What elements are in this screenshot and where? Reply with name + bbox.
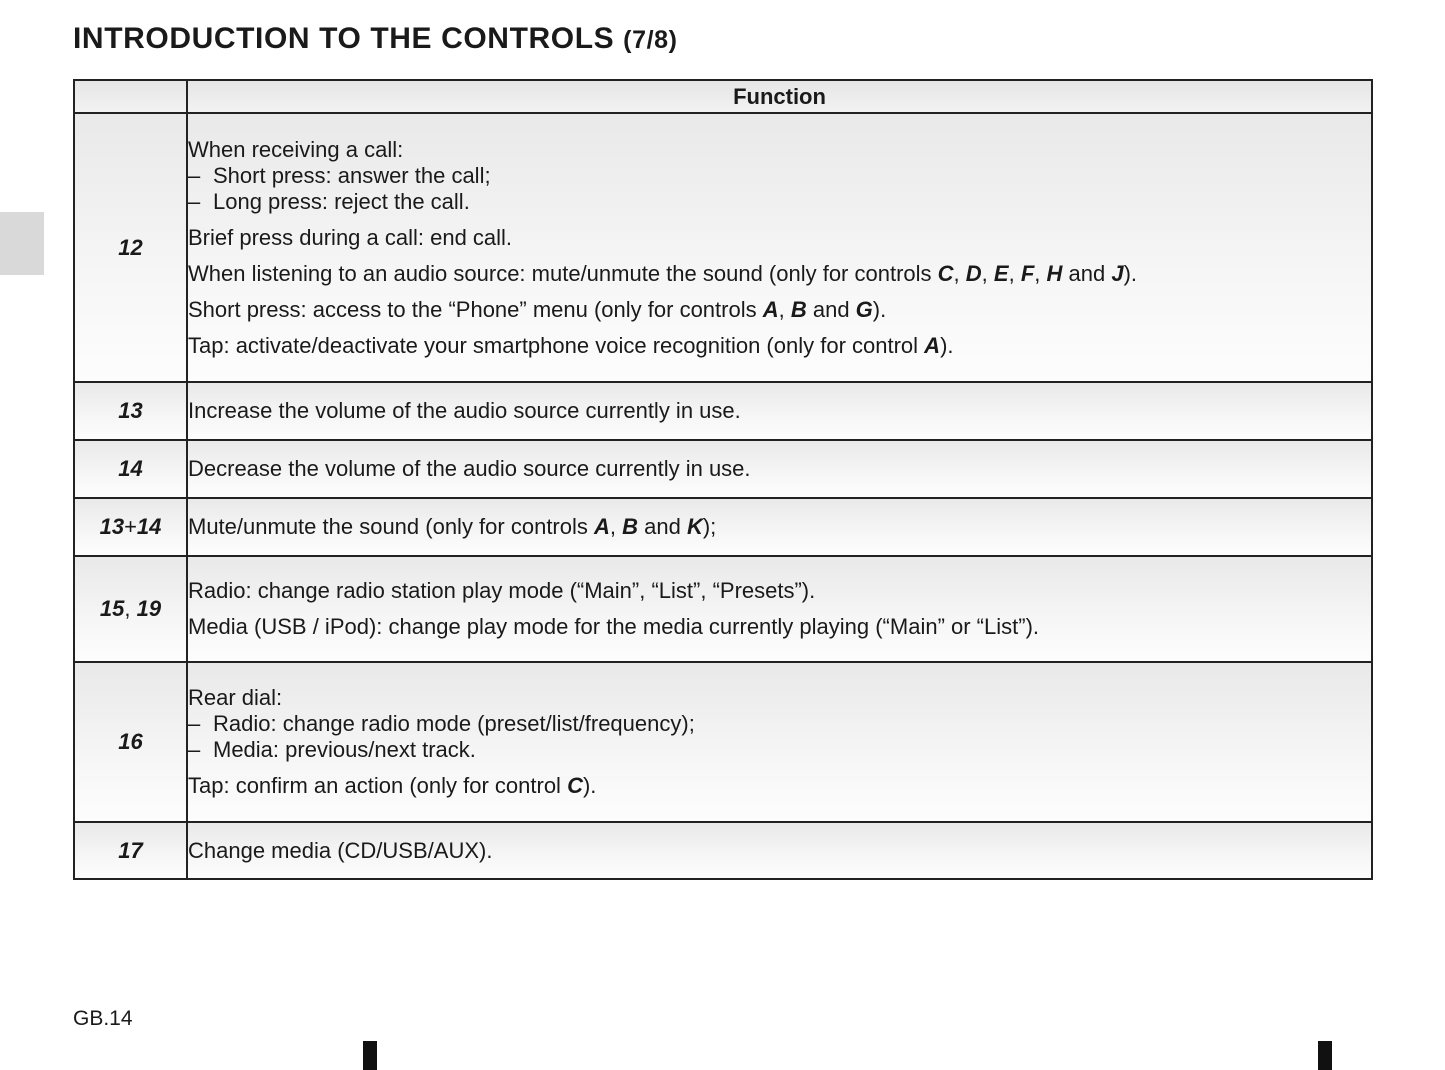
table-row (74, 662, 1372, 822)
function-cell: Change media (CD/USB/AUX). (187, 822, 1372, 879)
text-span: , (609, 514, 623, 539)
control-letter: A (594, 514, 610, 539)
function-text: Radio: change radio station play mode (“Main”, “List”, “Presets”). (188, 578, 816, 603)
function-cell: Decrease the volume of the audio source currently in use. (187, 440, 1372, 498)
control-letter: K (686, 514, 703, 539)
text-span: and (1062, 260, 1112, 286)
table-row (74, 556, 1372, 662)
function-text (188, 333, 1371, 359)
function-list-item: – Long press: reject the call. (188, 189, 1371, 215)
text-span: , (778, 296, 791, 322)
control-letter: C (567, 773, 583, 798)
function-list-item: – Media: previous/next track. (188, 737, 1371, 763)
control-letter: D (965, 260, 982, 286)
table-row (74, 440, 1372, 498)
control-number (74, 556, 187, 662)
header-function: Function (187, 80, 1372, 113)
separator: , (124, 596, 137, 621)
function-text: Media (USB / iPod): change play mode for the media currently playing (“Main” or “List”). (188, 614, 1040, 639)
control-number-part: 13 (99, 514, 125, 539)
page-title-text: INTRODUCTION TO THE CONTROLS (73, 22, 615, 55)
text-span: , (953, 260, 966, 286)
page-number: GB.14 (73, 1007, 133, 1030)
text-span: ). (1123, 260, 1138, 286)
print-crop-mark (1318, 1041, 1332, 1070)
table-row (74, 113, 1372, 382)
control-letter: J (1111, 260, 1124, 286)
function-text: When receiving a call: (188, 136, 404, 162)
text-span: Tap: activate/deactivate your smartphone voice recognition (only for control (188, 332, 925, 358)
control-letter: A (924, 332, 941, 358)
print-crop-mark (363, 1041, 377, 1070)
function-cell (187, 662, 1372, 822)
control-number: 13 (74, 382, 187, 440)
control-letter: A (762, 296, 779, 322)
text-span: Mute/unmute the sound (only for controls (188, 514, 594, 539)
control-number: 14 (74, 440, 187, 498)
table-row (74, 498, 1372, 556)
function-cell (187, 113, 1372, 382)
function-list-item: – Radio: change radio mode (preset/list/frequency); (188, 711, 1371, 737)
text-span: , (981, 260, 994, 286)
control-letter: B (790, 296, 807, 322)
plus-sign: + (124, 514, 137, 539)
header-control-number (74, 80, 187, 113)
function-cell: Increase the volume of the audio source currently in use. (187, 382, 1372, 440)
function-text (188, 773, 1371, 799)
text-span: , (1008, 260, 1021, 286)
page-part-indicator: (7/8) (623, 26, 678, 54)
text-span: Short press: access to the “Phone” menu (only for controls (188, 296, 763, 322)
control-letter: H (1046, 260, 1063, 286)
text-span: ); (702, 514, 717, 539)
text-span: ). (872, 296, 887, 322)
function-cell (187, 498, 1372, 556)
function-text: Brief press during a call: end call. (188, 224, 513, 250)
control-letter: C (937, 260, 954, 286)
control-number-part: 14 (136, 514, 162, 539)
section-side-tab (0, 212, 44, 275)
controls-table (73, 79, 1373, 880)
table-header-row (74, 80, 1372, 113)
control-letter: F (1020, 260, 1035, 286)
text-span: and (806, 296, 856, 322)
control-letter: B (622, 514, 639, 539)
text-span: , (1034, 260, 1047, 286)
control-number: 16 (74, 662, 187, 822)
text-span: When listening to an audio source: mute/unmute the sound (only for controls (188, 260, 938, 286)
control-number-part: 19 (136, 596, 162, 621)
table-row (74, 822, 1372, 879)
control-number: 12 (74, 113, 187, 382)
control-number: 17 (74, 822, 187, 879)
function-text (188, 261, 1371, 287)
function-text: Rear dial: (188, 685, 283, 710)
control-number-part: 15 (99, 596, 125, 621)
text-span: Tap: confirm an action (only for control (188, 773, 568, 798)
page-title (73, 22, 678, 56)
text-span: ). (940, 332, 954, 358)
function-text (188, 297, 1371, 323)
control-letter: G (855, 296, 873, 322)
function-list-item: – Short press: answer the call; (188, 163, 1371, 189)
control-number (74, 498, 187, 556)
text-span: and (638, 514, 687, 539)
table-row (74, 382, 1372, 440)
text-span: ). (582, 773, 597, 798)
function-cell (187, 556, 1372, 662)
control-letter: E (993, 260, 1009, 286)
